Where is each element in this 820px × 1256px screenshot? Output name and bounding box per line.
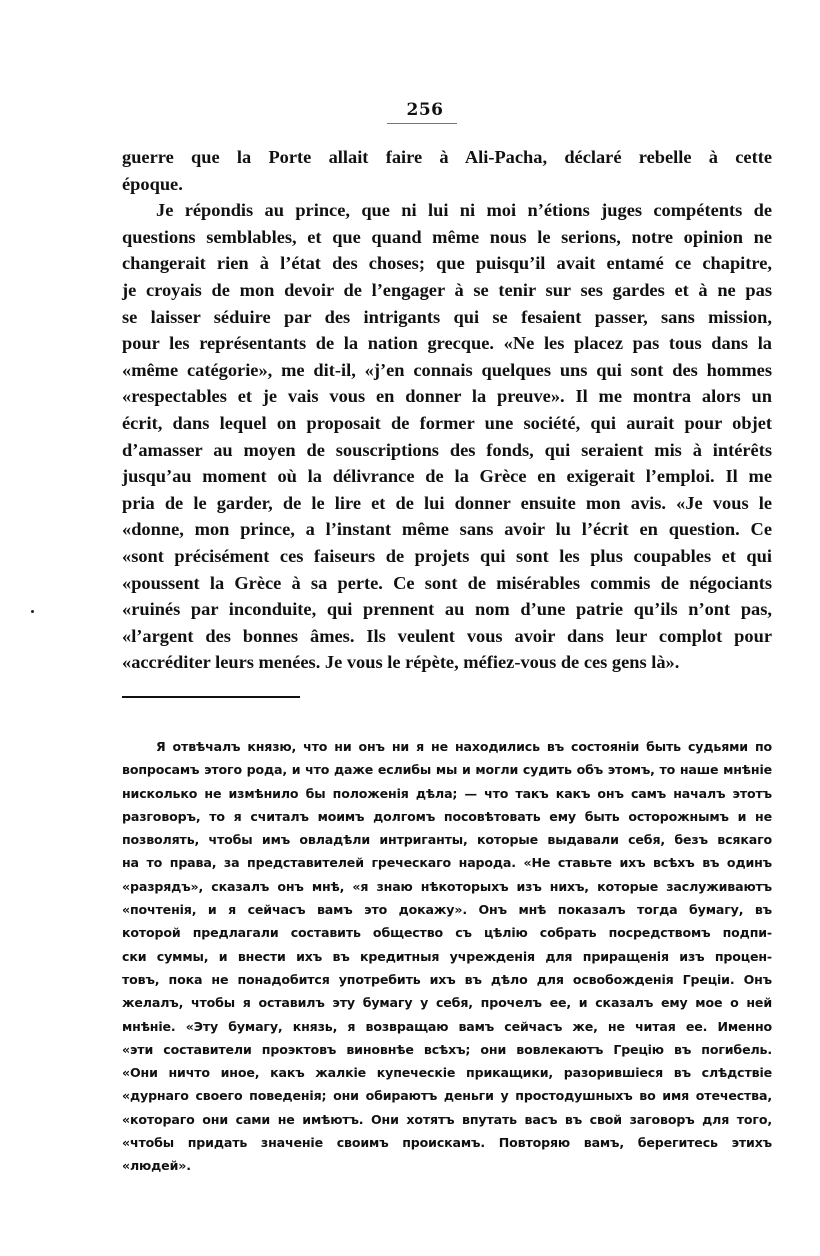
footnote-line: «людей». [122, 1158, 191, 1174]
footnote-line: мнѣнiе. «Эту бумагу, князь, я возвращаю вамъ сейчасъ же, не читая ее. Именно [122, 1018, 772, 1034]
footnote-line: «дурнаго своего поведенiя; они обираютъ деньги у простодушныхъ во имя отечества, [122, 1088, 772, 1104]
footnote-separator [122, 696, 300, 698]
footnote-line: «чтобы придать значенiе своимъ проискамъ. Повторяю вамъ, берегитесь этихъ [122, 1135, 772, 1151]
text-line: «donne, mon prince, a l’instant même sans avoir lu l’écrit en question. Ce [122, 519, 772, 540]
footnote-line: разговоръ, то я считалъ моимъ долгомъ посовѣтовать ему быть осторожнымъ и не [122, 808, 772, 824]
footnote-line: нисколько не измѣнило бы положенiя дѣла; — что такъ какъ онъ самъ началъ этотъ [122, 785, 772, 801]
text-line: écrit, dans lequel on proposait de former une société, qui aurait pour objet [122, 412, 772, 433]
paragraph-start-line: Je répondis au prince, que ni lui ni moi n’étions juges compétents de [156, 200, 772, 221]
text-line: pria de le garder, de le lire et de lui donner ensuite mon avis. «Je vous le [122, 492, 772, 513]
footnote-line: позволять, чтобы имъ овладѣли интриганты, которые выдавали себя, безъ всякаго [122, 832, 772, 848]
footnote-line: на то права, за представителей греческаго народа. «Не ставьте ихъ всѣхъ въ одинъ [122, 855, 772, 871]
text-line: «l’argent des bonnes âmes. Ils veulent vous avoir dans leur complot pour [122, 625, 772, 646]
footnote-line: которой предлагали составить общество съ цѣлiю собрать посредствомъ подпи- [122, 925, 772, 941]
footnote-first-line: Я отвѣчалъ князю, что ни онъ ни я не находились въ состоянiи быть судьями по [156, 739, 772, 754]
footnote-line: вопросамъ этого рода, и что даже еслибы мы и могли судить объ этомъ, то наше мнѣнiе [122, 762, 772, 778]
main-text-body [122, 144, 772, 676]
footnote-line: «эти составители проэктовъ виновнѣе всѣхъ; они вовлекаютъ Грецiю въ погибель. [122, 1041, 772, 1057]
text-line: «ruinés par inconduite, qui prennent au nom d’une patrie qu’ils n’ont pas, [122, 599, 772, 620]
footnote-translation [122, 735, 772, 1178]
footnote-line: «почтенiя, и я сейчасъ вамъ это докажу». Онъ мнѣ показалъ тогда бумагу, въ [122, 902, 772, 918]
text-line: «même catégorie», me dit-il, «j’en connais quelques uns qui sont des hommes [122, 359, 772, 380]
text-line: je croyais de mon devoir de l’engager à se tenir sur ses gardes et à ne pas [122, 279, 772, 300]
text-line: guerre que la Porte allait faire à Ali-Pacha, déclaré rebelle à cette [122, 147, 772, 167]
text-line: changerait rien à l’état des choses; que puisqu’il avait entamé ce chapitre, [122, 253, 772, 274]
footnote-line: «котораго они сами не имѣютъ. Они хотятъ впутать васъ въ свой заговоръ для того, [122, 1111, 772, 1127]
text-line: d’amasser au moyen de souscriptions des fonds, qui seraient mis à intérêts [122, 439, 772, 460]
footnote-line: «Они ничто иное, какъ жалкiе купеческiе прикащики, разорившiеся въ слѣдствiе [122, 1065, 772, 1081]
text-line: «accréditer leurs menées. Je vous le répète, méfiez-vous de ces gens là». [122, 652, 680, 673]
footnote-line: товъ, пока не понадобится употребить ихъ въ дѣло для освобожденiя Грецiи. Онъ [122, 971, 772, 987]
text-line: jusqu’au moment où la délivrance de la Grèce en exigerait l’emploi. Il me [122, 466, 772, 487]
text-line: «poussent la Grèce à sa perte. Ce sont de misérables commis de négociants [122, 572, 772, 593]
footnote-line: желалъ, чтобы я оставилъ эту бумагу у себя, прочелъ ее, и сказалъ ему мое о ней [122, 995, 772, 1011]
text-line: se laisser séduire par des intrigants qui se fesaient passer, sans mission, [122, 306, 772, 327]
text-line: «respectables et je vais vous en donner la preuve». Il me montra alors un [122, 386, 772, 407]
text-line: «sont précisément ces faiseurs de projets qui sont les plus coupables et qui [122, 545, 772, 566]
footnote-line: «разрядъ», сказалъ онъ мнѣ, «я знаю нѣкоторыхъ изъ нихъ, которые заслуживаютъ [122, 878, 772, 894]
text-line: époque. [122, 173, 183, 194]
page-number-underline [387, 123, 457, 124]
margin-speck [31, 610, 34, 613]
text-line: questions semblables, et que quand même nous le serions, notre opinion ne [122, 226, 772, 247]
page-number: 256 [406, 100, 444, 120]
text-line: pour les représentants de la nation grecque. «Ne les placez pas tous dans la [122, 333, 772, 354]
footnote-line: ски суммы, и внести ихъ въ кредитныя учрежденiя для приращенiя изъ процен- [122, 948, 772, 964]
